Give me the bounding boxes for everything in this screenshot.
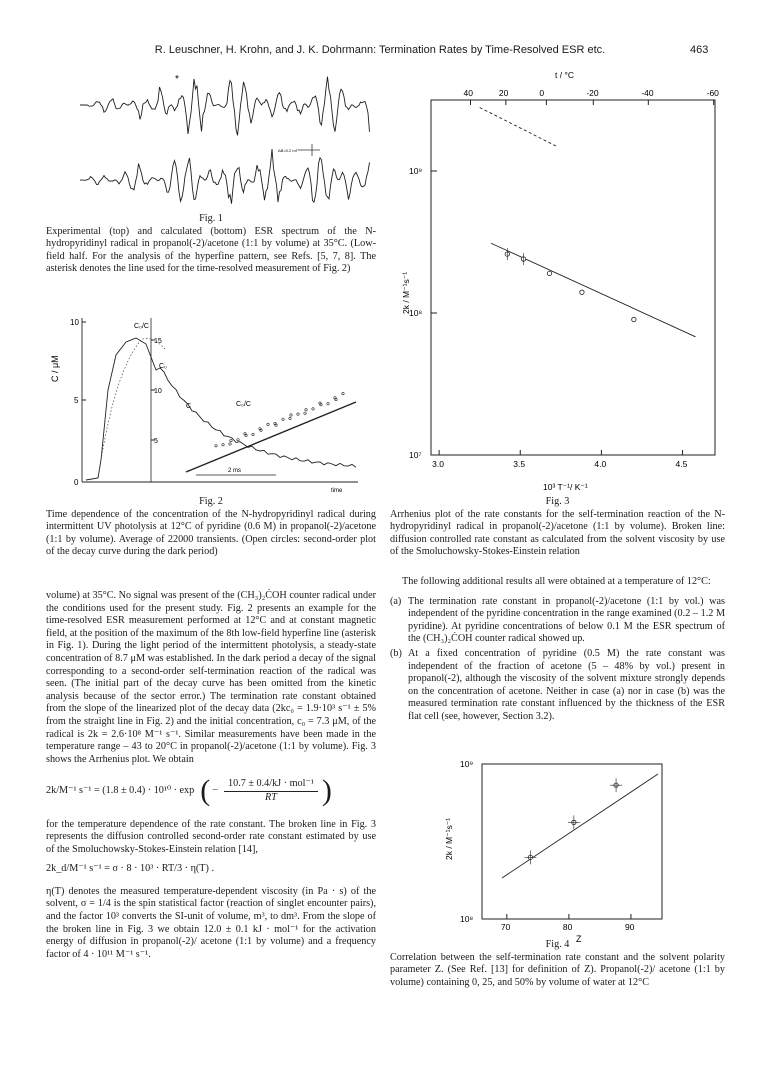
running-header: R. Leuschner, H. Krohn, and J. K. Dohrmann: Termination Rates by Time-Resolved ESR etc. [154,44,606,56]
fig4-y-ticks [460,759,487,924]
left-paragraph-2: for the temperature dependence of the rate constant. The broken line in Fig. 3 represents the diffusion controlled second-order rate constant estimated by use of the Smoluchowsky-Stokes-Einstein relation [14], [46,818,376,855]
fig2-label-c0c-top: C₀/C [134,323,149,330]
fig2-caption: Time dependence of the concentration of the N-hydropyridinyl radical during intermittent UV photolysis at 12°C of pyridine (0.6 M) in propanol(-2)/acetone (1:1 by volume). Average of 22000 transients. (Open circles: second-order plot of the decay curve during the dark period) [46,508,376,558]
svg-text:ΔB=0.2 mT: ΔB=0.2 mT [278,148,299,153]
fig2-ylabel: C / μM [50,355,60,382]
fig4-x-tick-label: 90 [624,922,635,932]
fig3-frame [431,100,715,455]
result-item-b: (b) At a fixed concentration of pyridine (0.5 M) the rate constant was independent of the fraction of acetone (5 – 48% by vol.) present in propanol(-2), although the viscosity of the solvent mixture strongly depends on the concentration of acetone. Neither in case (a) nor in case (b) was the measured termination rate constant influenced by the thickness of the ESR flat cell (see, however, Section 3.2). [390,647,725,722]
fig3-top-tick-label: -60 [706,88,719,98]
fig3-x-tick-label: 3.0 [432,459,444,469]
fig2-point [297,413,299,415]
fig2-point [252,433,254,435]
right-intro: The following additional results all were obtained at a temperature of 12°C: [402,576,711,587]
fig3-top-tick-label: -40 [641,88,654,98]
fig2-point [327,403,329,405]
fig2-label-c0c-mid: C₀/C [236,401,251,408]
fig4-y-tick-label: 10⁹ [460,759,474,769]
fig2-point [215,445,217,447]
fig2-label-10: 10 [154,388,162,395]
fig3-data-point [632,317,636,321]
right-column-text [390,576,725,726]
fig4-y-tick-label: 10⁸ [460,914,474,924]
fig2-plot [46,310,376,500]
fig2-point [267,423,269,425]
fig3-data-point [547,271,551,275]
fig3-y-ticks [409,166,437,460]
fig4-x-tick-label: 70 [500,922,511,932]
fig2-point [312,408,314,410]
fig4-plot [440,758,670,943]
fig2-label-c: C [186,403,192,410]
fig2-point [305,409,307,411]
fig2-caption-block [46,496,376,559]
fig3-top-tick-label: -20 [586,88,599,98]
fig2-label-5: 5 [154,438,158,445]
fig2-point [342,392,344,394]
fig4-caption-block [390,939,725,989]
fig4-caption: Correlation between the self-termination rate constant and the solvent polarity parameter Z. (See Ref. [13] for definition of Z). Propanol(-2)/ acetone (1:1 by volume) containing 0, 25, and 50% by volume of water at 12°C [390,951,725,988]
fig1-caption-block [46,213,376,276]
fig3-caption: Arrhenius plot of the rate constants for the self-termination reaction of the N-hydropyridinyl radical in propanol(-2)/acetone (1:1 by volume). Broken line: diffusion controlled rate constant as calculated from the solvent viscosity by use of the Smoluchowsky-Stokes-Einstein relation [390,508,725,558]
fig1-caption: Experimental (top) and calculated (bottom) ESR spectrum of the N-hydropyridinyl radical in propanol(-2)/acetone (1:1 by volume) at 35°C. (Low-field half. For the analysis of the hyperfine pattern, see Refs. [5, 7, 8]. The asterisk denotes the line used for the time-resolved measurement of Fig. 2) [46,225,376,275]
fig3-y-tick-label: 10⁹ [409,166,423,176]
fig3-x-tick-label: 4.0 [594,459,607,469]
fig3-title: Fig. 3 [545,496,570,507]
fig2-point [289,417,291,419]
fig2-point [282,418,284,420]
fig2-ytick-10: 10 [70,318,79,327]
result-item-a: (a) The termination rate constant in propanol(-2)/acetone (1:1 by vol.) was independent of the pyridine concentration in the range examined (0.2 – 1.2 M pyridine). At pyridine concentrations of below 0.1 M the ESR spectrum of the (CH₃)₂ĊOH counter radical showed up. [390,595,725,645]
fig4-title: Fig. 4 [545,939,570,950]
fig2-point [237,439,239,441]
fig1-asterisk: * [175,74,179,85]
fig3-xlabel: 10³ T⁻¹/ K⁻¹ [543,482,588,492]
page-number: 463 [690,44,709,56]
fig3-top-ticks [463,88,719,105]
fig3-ylabel: 2k / M⁻¹s⁻¹ [401,271,411,314]
left-column-text [46,590,376,968]
fig4-xlabel: Z [576,934,582,943]
fig2-time-label: time [331,488,343,494]
fig1-scale-marker [278,144,320,156]
fig3-x-tick-label: 3.5 [513,459,526,469]
fig1-title: Fig. 1 [199,213,223,224]
left-paragraph-3: η(T) denotes the measured temperature-dependent viscosity (in Pa · s) of the solvent, σ = 1/4 is the spin statistical factor (reaction of singlet encounter pairs), and the factor 10³ converts the SI-unit of volume, m³, to dm³. From the slope of the broken line in Fig. 3 we obtain 12.0 ± 0.1 kJ · mol⁻¹ for the activation energy of diffusion in propanol(-2)/ acetone (1:1 by volume) and a frequency factor of 4 · 10¹¹ M⁻¹ s⁻¹. [46,885,376,960]
equation-2: 2k_d/M⁻¹ s⁻¹ = σ · 8 · 10³ · RT/3 · η(T) . [46,863,215,875]
fig2-point [222,444,224,446]
fig2-label-c0: C₀ [159,363,167,370]
fig3-y-tick-label: 10⁸ [409,308,423,318]
fig3-top-axis-label: t / °C [555,70,574,80]
fig3-top-tick-label: 40 [463,88,473,98]
fig3-caption-block [390,496,725,559]
fig2-open-circles [215,392,344,447]
fig4-frame [482,764,662,919]
fig2-label-15: 15 [154,338,162,345]
fig2-title: Fig. 2 [199,496,223,507]
fig3-x-ticks [432,450,688,469]
fig4-ylabel: 2k / M⁻¹s⁻¹ [444,817,454,860]
fig2-point [230,439,232,441]
fig3-broken-line [480,108,556,146]
fig2-linear-fit [186,402,356,472]
fig1-spectrum [80,70,370,210]
fig3-plot [395,64,725,496]
fig3-data-point [580,290,584,294]
fig4-x-tick-label: 80 [562,922,573,932]
fig3-x-tick-label: 4.5 [675,459,688,469]
equation-1: 2k/M⁻¹ s⁻¹ = (1.8 ± 0.4) · 10¹⁰ · exp ( − 10.7 ± 0.4/kJ · mol⁻¹ RT ) [46,774,332,808]
fig2-point [290,414,292,416]
fig2-point [304,412,306,414]
fig3-top-tick-label: 0 [539,88,545,98]
fig2-ytick-0: 0 [74,478,79,487]
left-paragraph-1: volume) at 35°C. No signal was present of the (CH₃)₂ĊOH counter radical under the conditions used for the present study. Fig. 2 presents an example for the time-resolved ESR measurement performed at 12°C and at constant magnetic field, at the position of the maximum of the 8th low-field hyperfine line (asterisk in Fig. 1). During the light period of the intermittent photolysis, a steady-state concentration of 8.7 μM was established. In the dark period a decay of the signal corresponding to a second-order self-termination reaction of the radical was seen. (The initial part of the decay curve has been omitted from the kinetic analysis because of the sector error.) The termination rate constant obtained from the slope of the linearized plot of the decay data (2kc₀ = 1.9·10³ s⁻¹ ± 5% from the straight line in Fig. 2) and the initial concentration, c₀ = 7.3 μM, of the radical is 2k = 2.6·10⁸ M⁻¹ s⁻¹. Similar measurements have been made in the temperature range – 43 to 20°C in propanol(-2)/acetone (1:1 by volume). Fig. 3 shows the Arrhenius plot. We obtain [46,590,376,765]
fig2-ytick-5: 5 [74,396,79,405]
fig4-fit-line [502,774,658,878]
fig2-point [229,443,231,445]
fig2-time-bar-label: 2 ms [228,468,242,474]
fig3-top-tick-label: 20 [498,88,509,98]
fig4-x-ticks [501,914,635,932]
fig2-concentration-curve [86,338,356,480]
fig3-y-tick-label: 10⁷ [409,450,422,460]
